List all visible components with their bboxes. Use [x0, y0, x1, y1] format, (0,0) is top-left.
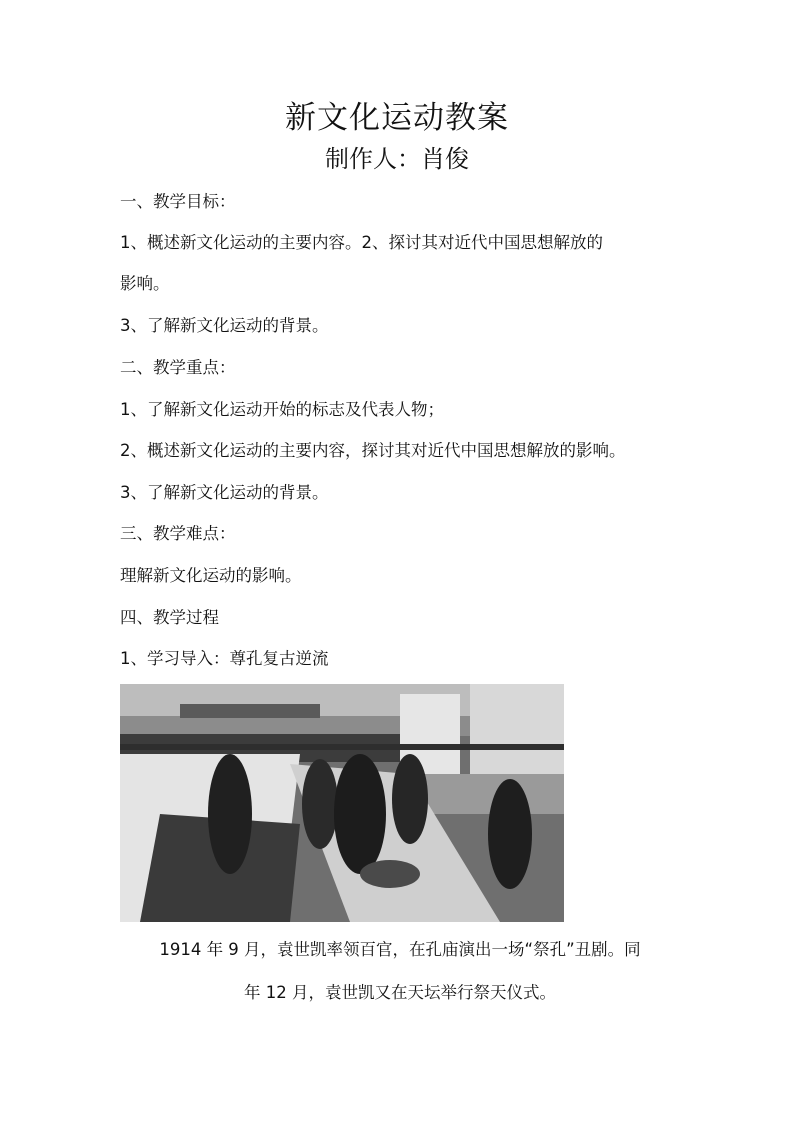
photo-caption-line-1: 1914 年 9 月，袁世凯率领百官，在孔庙演出一场“祭孔”丑剧。同 [159, 940, 641, 959]
key-heading: 二、教学重点： [120, 358, 236, 377]
key-1: 1、了解新文化运动开始的标志及代表人物； [120, 400, 444, 419]
difficulty-1: 理解新文化运动的影响。 [120, 566, 302, 585]
author-line: 制作人：肖俊 [325, 145, 469, 173]
goal-1: 1、概述新文化运动的主要内容。2、探讨其对近代中国思想解放的 [120, 233, 603, 252]
goals-heading: 一、教学目标： [120, 192, 236, 211]
key-3: 3、了解新文化运动的背景。 [120, 483, 329, 502]
photo-caption-line-2: 年 12 月，袁世凯又在天坛举行祭天仪式。 [244, 983, 556, 1002]
difficulty-heading: 三、教学难点： [120, 524, 236, 543]
key-2: 2、概述新文化运动的主要内容，探讨其对近代中国思想解放的影响。 [120, 441, 626, 460]
goal-1-continued: 影响。 [120, 274, 170, 293]
process-1: 1、学习导入：尊孔复古逆流 [120, 649, 329, 668]
document-title: 新文化运动教案 [285, 100, 509, 136]
historical-photo-drawing [120, 684, 564, 922]
historical-photo [120, 684, 564, 922]
goal-3: 3、了解新文化运动的背景。 [120, 316, 329, 335]
process-heading: 四、教学过程 [120, 608, 219, 627]
